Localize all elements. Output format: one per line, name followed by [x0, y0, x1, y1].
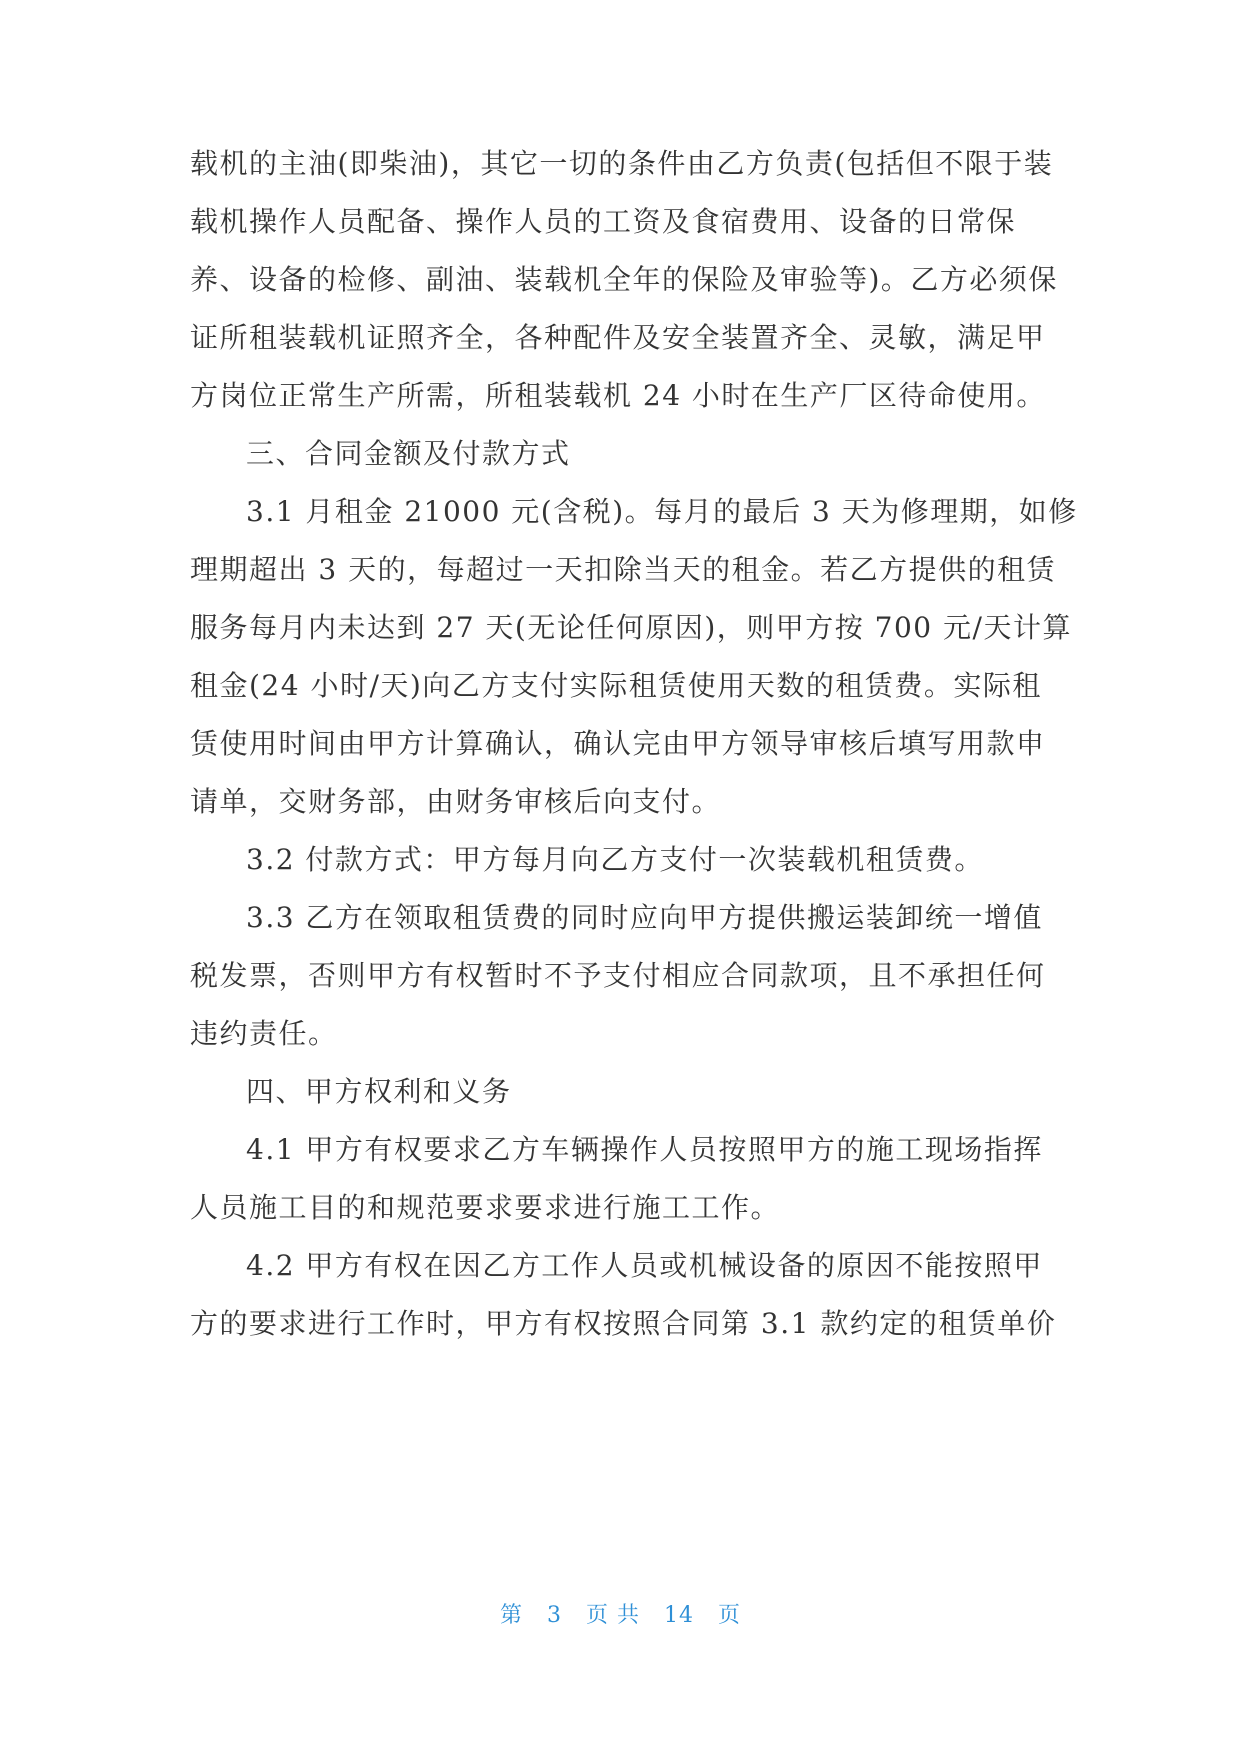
footer-prefix: 第: [499, 1603, 523, 1628]
clause-3-1-line-1: 3.1 月租金 21000 元(含税)。每月的最后 3 天为修理期，如修: [246, 495, 1078, 528]
clause-4-1-line-1: 4.1 甲方有权要求乙方车辆操作人员按照甲方的施工现场指挥: [246, 1133, 1043, 1166]
total-page-number: 14: [664, 1603, 694, 1628]
clause-3-3-line-1: 3.3 乙方在领取租赁费的同时应向甲方提供搬运装卸统一增值: [246, 901, 1043, 934]
clause-3-3-line-2: 税发票，否则甲方有权暂时不予支付相应合同款项，且不承担任何: [190, 959, 1046, 992]
body-line-1: 载机的主油(即柴油)，其它一切的条件由乙方负责(包括但不限于装: [190, 147, 1054, 180]
body-line-3: 养、设备的检修、副油、装载机全年的保险及审验等)。乙方必须保: [190, 263, 1058, 296]
clause-3-2: 3.2 付款方式：甲方每月向乙方支付一次装载机租赁费。: [246, 843, 984, 876]
clause-3-3-line-3: 违约责任。: [190, 1017, 338, 1050]
clause-3-1-line-3: 服务每月内未达到 27 天(无论任何原因)，则甲方按 700 元/天计算: [190, 611, 1072, 644]
clause-3-1-line-2: 理期超出 3 天的，每超过一天扣除当天的租金。若乙方提供的租赁: [190, 553, 1057, 586]
clause-4-1-line-2: 人员施工目的和规范要求要求进行施工工作。: [190, 1191, 781, 1224]
body-line-4: 证所租装载机证照齐全，各种配件及安全装置齐全、灵敏，满足甲: [190, 321, 1046, 354]
clause-3-1-line-6: 请单，交财务部，由财务审核后向支付。: [190, 785, 722, 818]
clause-3-1-line-4: 租金(24 小时/天)向乙方支付实际租赁使用天数的租赁费。实际租: [190, 669, 1042, 702]
clause-4-2-line-2: 方的要求进行工作时，甲方有权按照合同第 3.1 款约定的租赁单价: [190, 1307, 1057, 1340]
clause-3-1-line-5: 赁使用时间由甲方计算确认，确认完由甲方领导审核后填写用款申: [190, 727, 1046, 760]
clause-4-2-line-1: 4.2 甲方有权在因乙方工作人员或机械设备的原因不能按照甲: [246, 1249, 1043, 1282]
current-page-number: 3: [547, 1603, 562, 1628]
section-heading-4: 四、甲方权利和义务: [246, 1075, 512, 1108]
body-line-2: 载机操作人员配备、操作人员的工资及食宿费用、设备的日常保: [190, 205, 1017, 238]
footer-suffix: 页: [718, 1603, 742, 1628]
section-heading-3: 三、合同金额及付款方式: [246, 437, 571, 470]
page-footer: [0, 1598, 1241, 1629]
footer-middle: 页 共: [586, 1603, 640, 1628]
body-line-5: 方岗位正常生产所需，所租装载机 24 小时在生产厂区待命使用。: [190, 379, 1046, 412]
